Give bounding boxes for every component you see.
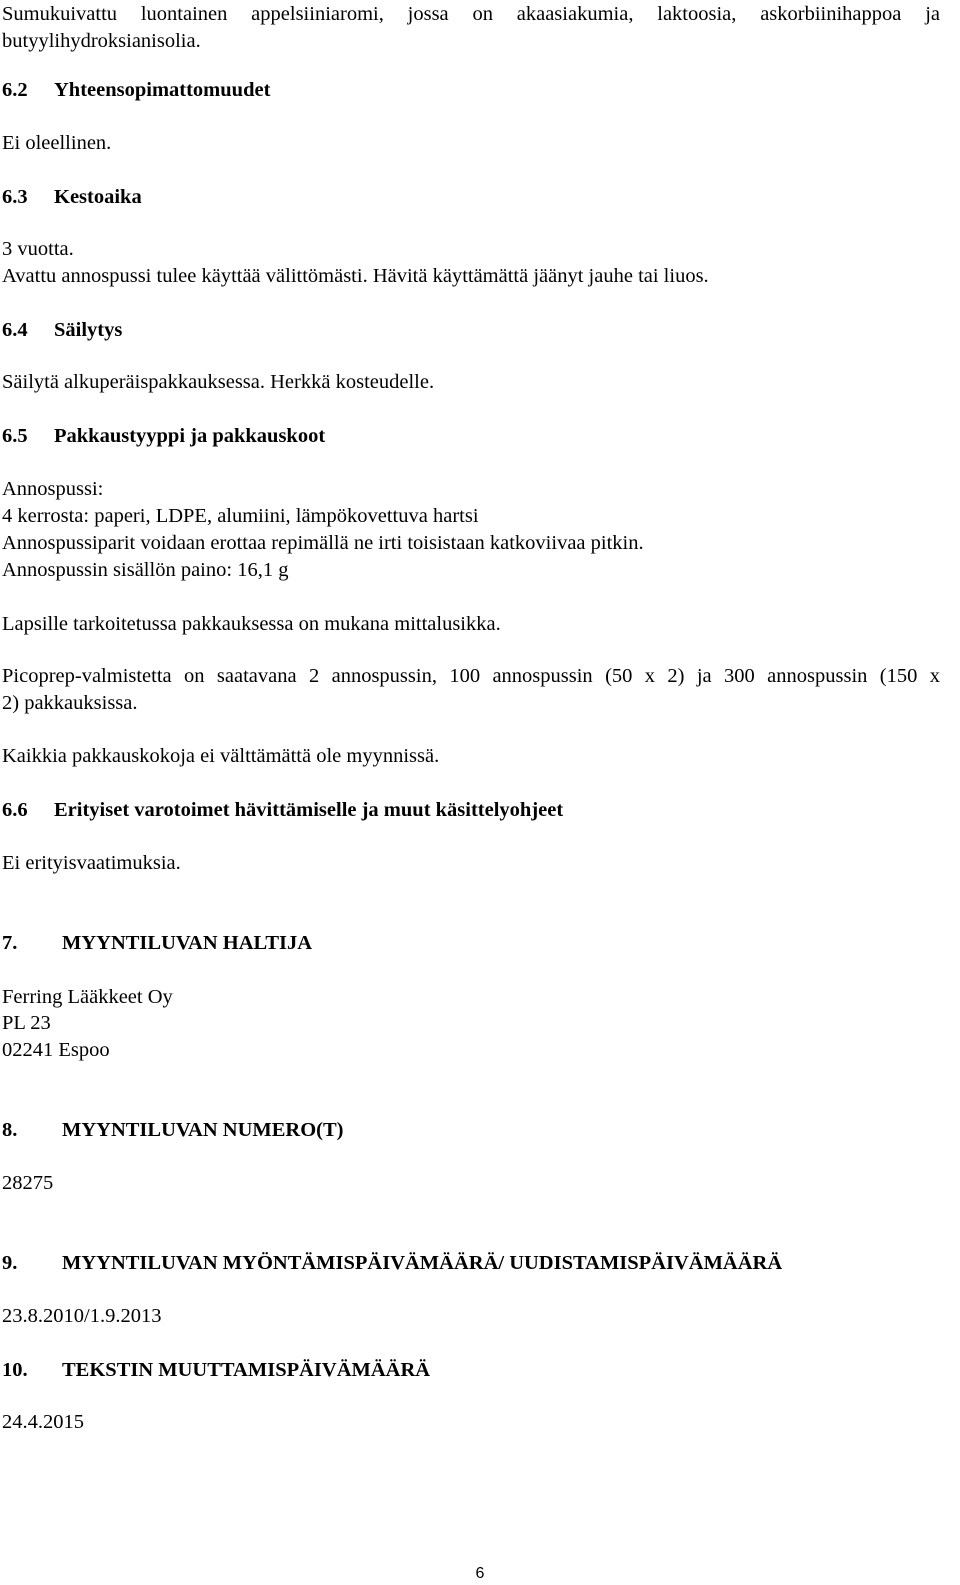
section-9-text: 23.8.2010/1.9.2013 xyxy=(2,1305,162,1327)
section-6-5-line-2: 4 kerrosta: paperi, LDPE, alumiini, lämpökovettuva hartsi xyxy=(2,505,479,527)
section-number: 6.3 xyxy=(2,186,28,208)
section-6-5-line-4: Annospussin sisällön paino: 16,1 g xyxy=(2,559,289,581)
section-7-line-3: 02241 Espoo xyxy=(2,1039,110,1061)
section-6-4-heading xyxy=(2,320,122,341)
section-title: TEKSTIN MUUTTAMISPÄIVÄMÄÄRÄ xyxy=(62,1359,431,1381)
section-number: 6.2 xyxy=(2,79,28,101)
section-number: 10. xyxy=(2,1359,28,1381)
section-8-text: 28275 xyxy=(2,1172,54,1194)
section-9-heading xyxy=(2,1253,782,1274)
section-number: 9. xyxy=(2,1252,18,1274)
section-6-5-line-7: Kaikkia pakkauskokoja ei välttämättä ole myynnissä. xyxy=(2,745,440,767)
section-title: MYYNTILUVAN HALTIJA xyxy=(62,932,313,954)
section-title: Pakkaustyyppi ja pakkauskoot xyxy=(54,425,326,447)
section-6-3-text-2: Avattu annospussi tulee käyttää välittömästi. Hävitä käyttämättä jäänyt jauhe tai liuos. xyxy=(2,265,709,287)
section-6-6-heading xyxy=(2,800,563,821)
section-6-2-heading xyxy=(2,80,270,101)
section-7-line-2: PL 23 xyxy=(2,1012,51,1034)
section-6-3-heading xyxy=(2,187,142,208)
section-6-5-line-5: Lapsille tarkoitetussa pakkauksessa on mukana mittalusikka. xyxy=(2,613,501,635)
section-number: 8. xyxy=(2,1119,18,1141)
section-8-heading xyxy=(2,1120,344,1141)
section-6-5-line-1: Annospussi: xyxy=(2,478,104,500)
section-title: Kestoaika xyxy=(54,186,142,208)
section-number: 6.4 xyxy=(2,319,28,341)
section-6-6-text: Ei erityisvaatimuksia. xyxy=(2,852,181,874)
section-number: 7. xyxy=(2,932,18,954)
section-title: MYYNTILUVAN MYÖNTÄMISPÄIVÄMÄÄRÄ/ UUDISTAMISPÄIVÄMÄÄRÄ xyxy=(62,1252,783,1274)
section-6-4-text: Säilytä alkuperäispakkauksessa. Herkkä kosteudelle. xyxy=(2,371,435,393)
section-10-heading xyxy=(2,1360,430,1381)
section-7-line-1: Ferring Lääkkeet Oy xyxy=(2,986,173,1008)
section-6-5-line-6b: 2) pakkauksissa. xyxy=(2,692,138,714)
section-title: Yhteensopimattomuudet xyxy=(54,79,271,101)
section-6-2-text: Ei oleellinen. xyxy=(2,132,112,154)
section-6-5-heading xyxy=(2,426,325,447)
section-6-3-text-1: 3 vuotta. xyxy=(2,238,74,260)
section-number: 6.6 xyxy=(2,799,28,821)
intro-line-2: butyylihydroksianisolia. xyxy=(2,30,201,52)
section-6-5-line-6a: Picoprep-valmistetta on saatavana 2 annospussin, 100 annospussin (50 x 2) ja 300 annospussin (150 x xyxy=(2,665,940,687)
section-number: 6.5 xyxy=(2,425,28,447)
section-7-heading xyxy=(2,933,312,954)
section-title: Säilytys xyxy=(54,319,123,341)
section-title: MYYNTILUVAN NUMERO(T) xyxy=(62,1119,344,1141)
section-title: Erityiset varotoimet hävittämiselle ja muut käsittelyohjeet xyxy=(54,799,564,821)
intro-line-1: Sumukuivattu luontainen appelsiiniaromi, jossa on akaasiakumia, laktoosia, askorbiinihappoa ja xyxy=(2,3,940,25)
section-6-5-line-3: Annospussiparit voidaan erottaa repimällä ne irti toisistaan katkoviivaa pitkin. xyxy=(2,532,644,554)
section-10-text: 24.4.2015 xyxy=(2,1411,84,1433)
page-number: 6 xyxy=(475,1565,485,1582)
